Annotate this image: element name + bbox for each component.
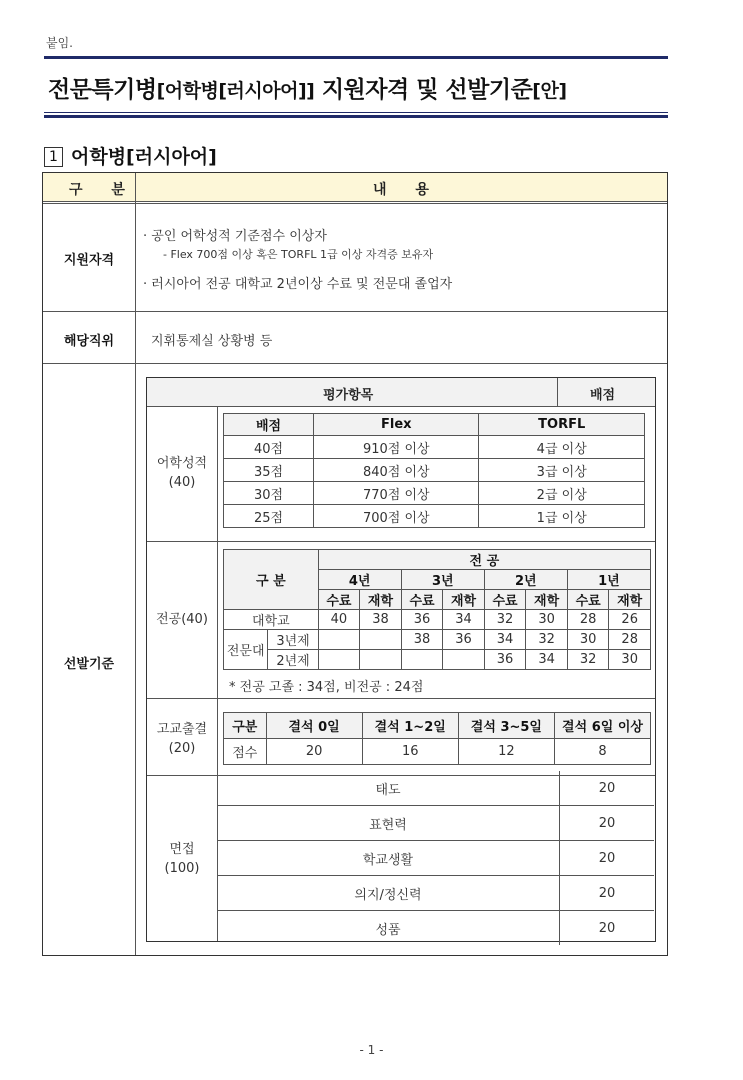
language-points: (40) — [168, 475, 196, 490]
major-cell — [318, 650, 360, 670]
major-year-cell: 3년 — [401, 570, 484, 590]
language-label-text: 어학성적 — [156, 456, 208, 471]
major-year-cell: 4년 — [318, 570, 401, 590]
evaluation-table — [146, 377, 656, 942]
section-heading — [44, 142, 217, 169]
section-title: 어학병[러시아어] — [71, 146, 217, 168]
header-eval-item: 평가항목 — [323, 388, 374, 403]
major-3yr-label: 3년제 — [268, 630, 318, 650]
table-row — [224, 713, 651, 739]
major-cell: 38 — [360, 610, 402, 630]
language-header-cell: 배점 — [224, 414, 314, 436]
interview-score-table — [217, 771, 654, 945]
major-year-cell: 2년 — [484, 570, 567, 590]
major-university-label: 대학교 — [224, 610, 319, 630]
language-cell: 30점 — [224, 482, 314, 505]
major-cell: 32 — [567, 650, 609, 670]
major-sub-cell: 재학 — [526, 590, 568, 610]
language-cell: 4급 이상 — [479, 436, 645, 459]
title-part3: 지원자격 및 선발기준 — [314, 77, 533, 103]
eligibility-line2: - Flex 700점 이상 혹은 TORFL 1급 이상 자격증 보유자 — [163, 248, 434, 261]
major-sub-cell: 수료 — [401, 590, 443, 610]
table-row — [224, 459, 645, 482]
table-row — [224, 650, 651, 670]
major-cell: 36 — [484, 650, 526, 670]
language-cell: 40점 — [224, 436, 314, 459]
header-content: 내 용 — [373, 182, 441, 198]
language-cell: 3급 이상 — [479, 459, 645, 482]
table-row — [217, 876, 654, 911]
language-cell: 25점 — [224, 505, 314, 528]
interview-item-name: 성품 — [375, 922, 401, 938]
major-cell: 34 — [484, 630, 526, 650]
major-sub-cell: 재학 — [609, 590, 651, 610]
language-header-cell: Flex — [314, 414, 479, 436]
major-cell — [318, 630, 360, 650]
interview-item-name: 학교생활 — [217, 841, 560, 876]
major-cell: 34 — [443, 610, 485, 630]
table-row — [224, 436, 645, 459]
major-cell: 32 — [484, 610, 526, 630]
header-eval-score: 배점 — [590, 388, 616, 403]
attendance-header-cell: 결석 3~5일 — [458, 713, 554, 739]
language-cell: 840점 이상 — [314, 459, 479, 482]
interview-item-name: 태도 — [217, 771, 560, 806]
attendance-points: (20) — [168, 741, 196, 756]
evaluation-header — [147, 378, 655, 407]
table-row — [224, 610, 651, 630]
table-row — [224, 505, 645, 528]
major-cell: 30 — [526, 610, 568, 630]
major-note: * 전공 고졸 : 34점, 비전공 : 24점 — [229, 680, 424, 695]
position-label: 해당직위 — [63, 334, 115, 349]
attendance-header-cell: 구분 — [224, 713, 267, 739]
selection-label: 선발기준 — [63, 657, 115, 672]
major-cell: 34 — [526, 650, 568, 670]
major-cell — [401, 650, 443, 670]
eligibility-label: 지원자격 — [63, 253, 115, 268]
table-row — [217, 911, 654, 946]
table-row — [224, 482, 645, 505]
major-2yr-label: 2년제 — [268, 650, 318, 670]
major-cell: 32 — [526, 630, 568, 650]
major-sub-cell: 재학 — [443, 590, 485, 610]
language-cell: 2급 이상 — [479, 482, 645, 505]
interview-item-name: 표현력 — [217, 806, 560, 841]
major-cell: 26 — [609, 610, 651, 630]
interview-points: (100) — [164, 861, 200, 876]
language-cell: 700점 이상 — [314, 505, 479, 528]
major-sub-cell: 수료 — [484, 590, 526, 610]
position-value: 지휘통제실 상황병 등 — [151, 334, 273, 349]
language-header-cell: TORFL — [479, 414, 645, 436]
attendance-cell: 12 — [458, 739, 554, 765]
interview-item-score: 20 — [560, 911, 655, 946]
major-year-cell: 1년 — [567, 570, 650, 590]
interview-item-score: 20 — [560, 806, 655, 841]
table-row — [224, 550, 651, 570]
attendance-header-cell: 결석 6일 이상 — [554, 713, 650, 739]
eligibility-line3: · 러시아어 전공 대학교 2년이상 수료 및 전문대 졸업자 — [143, 277, 453, 292]
major-header-gubun: 구 분 — [224, 550, 319, 610]
page-title — [48, 71, 567, 104]
language-score-table — [223, 413, 645, 528]
language-cell: 35점 — [224, 459, 314, 482]
language-cell: 770점 이상 — [314, 482, 479, 505]
attachment-label: 붙임. — [46, 36, 73, 50]
table-row — [224, 739, 651, 765]
major-cell: 30 — [567, 630, 609, 650]
table-row — [217, 806, 654, 841]
title-part2: [어학병[러시아어]] — [156, 80, 315, 102]
major-sub-cell: 수료 — [318, 590, 360, 610]
table-row — [217, 841, 654, 876]
major-cell: 40 — [318, 610, 360, 630]
attendance-row-label: 점수 — [224, 739, 267, 765]
attendance-cell: 20 — [266, 739, 362, 765]
interview-item-name: 의지/정신력 — [217, 876, 560, 911]
table-row — [224, 630, 651, 650]
attendance-score-table — [223, 712, 651, 765]
attendance-cell: 16 — [362, 739, 458, 765]
title-part4: [안] — [532, 80, 567, 102]
major-header-major: 전 공 — [318, 550, 650, 570]
language-cell: 910점 이상 — [314, 436, 479, 459]
major-cell: 36 — [443, 630, 485, 650]
interview-item-score: 20 — [560, 841, 655, 876]
interview-label — [147, 840, 217, 878]
major-cell: 38 — [401, 630, 443, 650]
major-label: 전공(40) — [156, 612, 208, 627]
attendance-label-text: 고교출결 — [156, 722, 208, 737]
interview-item-score: 20 — [560, 876, 655, 911]
attendance-label — [147, 720, 217, 758]
language-label — [147, 454, 217, 492]
title-bar — [44, 56, 668, 118]
major-cell — [360, 650, 402, 670]
major-cell: 30 — [609, 650, 651, 670]
table-row — [217, 771, 654, 806]
attendance-header-cell: 결석 1~2일 — [362, 713, 458, 739]
section-number: 1 — [44, 147, 63, 167]
major-cell: 28 — [567, 610, 609, 630]
attendance-header-cell: 결석 0일 — [266, 713, 362, 739]
header-gubun: 구 분 — [69, 182, 137, 198]
major-cell — [443, 650, 485, 670]
page-number: - 1 - — [359, 1043, 384, 1057]
major-college-label: 전문대 — [224, 630, 268, 670]
major-sub-cell: 수료 — [567, 590, 609, 610]
major-cell: 28 — [609, 630, 651, 650]
interview-item-score: 20 — [560, 771, 655, 806]
interview-label-text: 면접 — [169, 842, 195, 857]
major-cell: 36 — [401, 610, 443, 630]
major-cell — [360, 630, 402, 650]
major-sub-cell: 재학 — [360, 590, 402, 610]
title-part1: 전문특기병 — [48, 77, 157, 103]
attendance-cell: 8 — [554, 739, 650, 765]
eligibility-line1: · 공인 어학성적 기준점수 이상자 — [143, 229, 327, 244]
table-row — [224, 414, 645, 436]
major-score-table — [223, 549, 651, 670]
language-cell: 1급 이상 — [479, 505, 645, 528]
